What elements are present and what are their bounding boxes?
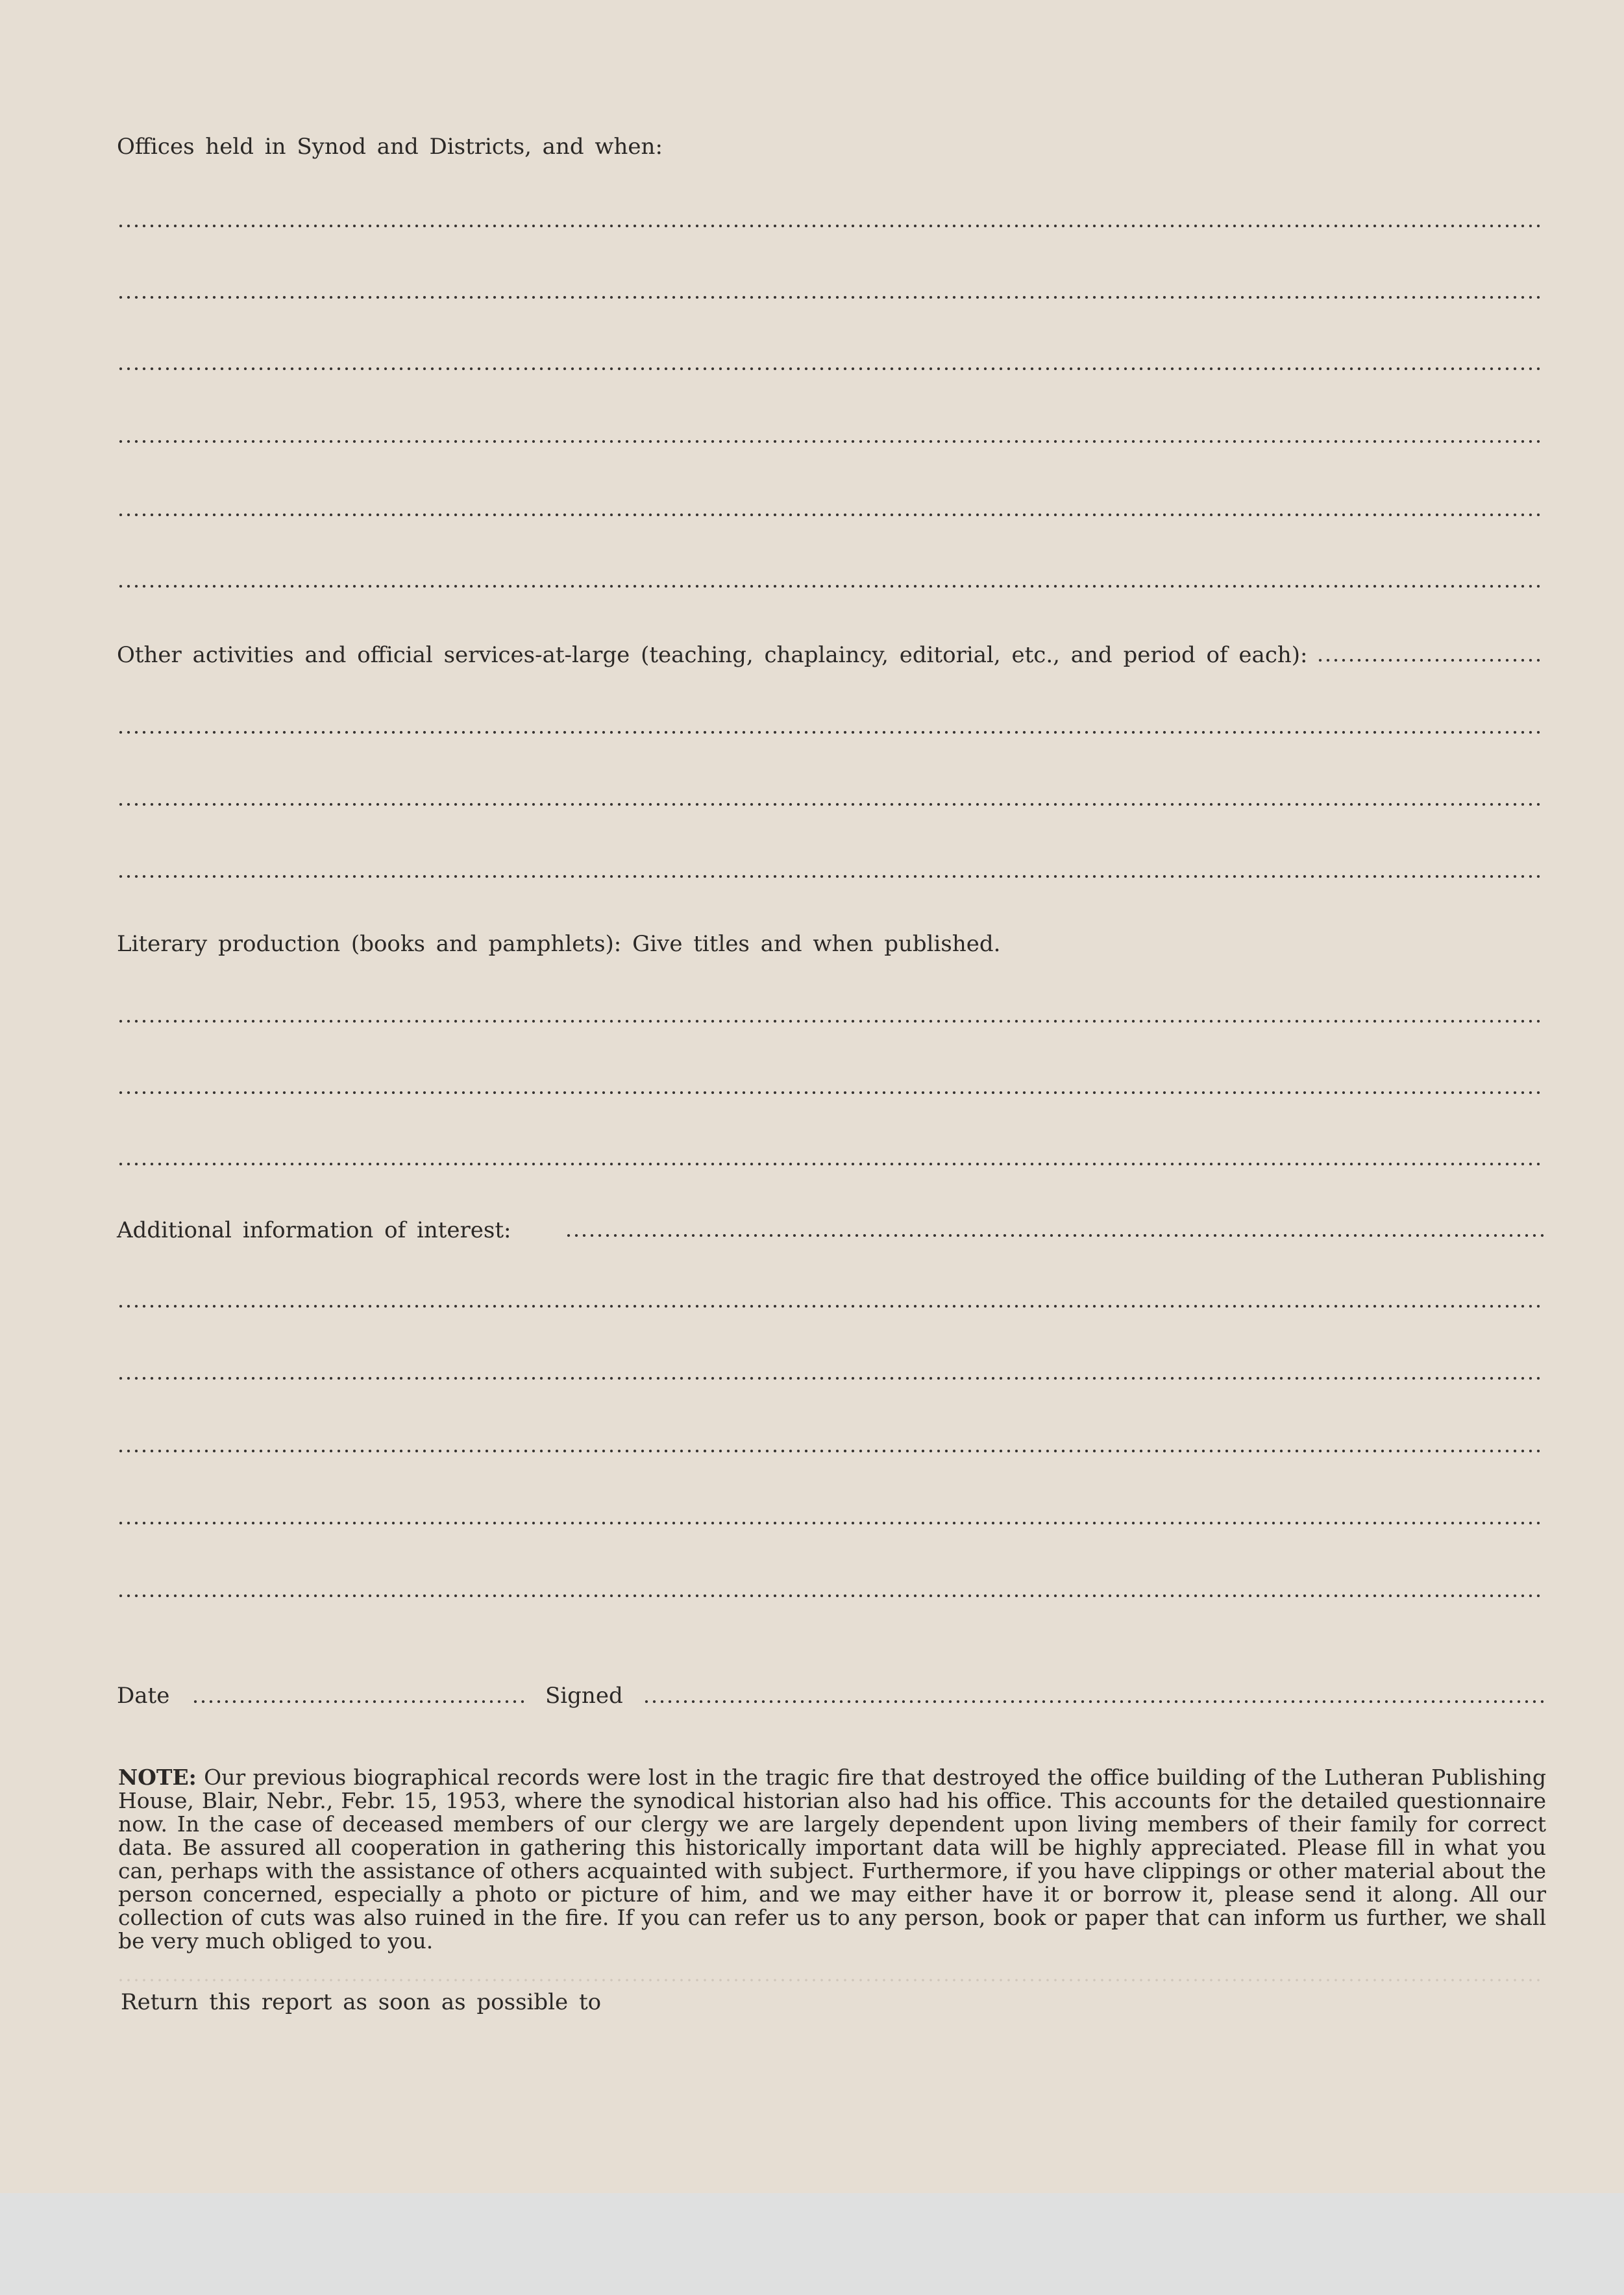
offices-answer-line-3[interactable] [117,367,1544,371]
date-label: Date [117,1683,170,1709]
additional-answer-line-4[interactable] [117,1521,1544,1525]
additional-answer-line-5[interactable] [117,1594,1544,1598]
additional-label: Additional information of interest: [117,1217,511,1243]
note-lead: NOTE: [118,1765,197,1790]
activities-answer-inline[interactable] [1316,658,1544,662]
additional-answer-line-2[interactable] [117,1376,1544,1380]
activities-answer-line-2[interactable] [117,802,1544,806]
literary-answer-line-1[interactable] [117,1019,1544,1023]
literary-answer-line-2[interactable] [117,1091,1544,1095]
signature-field[interactable] [643,1700,1544,1704]
activities-label: Other activities and official services-at-large (teaching, chaplaincy, editorial, etc., and period of each): [117,642,1308,668]
note-paragraph [118,1766,1546,1953]
return-instruction: Return this report as soon as possible to [121,1989,602,2015]
additional-answer-inline[interactable] [565,1234,1544,1237]
offices-answer-line-5[interactable] [117,513,1544,517]
activities-answer-line-3[interactable] [117,875,1544,878]
additional-answer-line-3[interactable] [117,1449,1544,1453]
literary-label: Literary production (books and pamphlets): Give titles and when published. [117,931,1001,957]
offices-answer-line-6[interactable] [117,584,1544,588]
signed-label: Signed [545,1683,623,1709]
additional-answer-line-1[interactable] [117,1304,1544,1308]
activities-answer-line-1[interactable] [117,730,1544,734]
offices-answer-line-4[interactable] [117,440,1544,443]
offices-answer-line-2[interactable] [117,295,1544,299]
offices-label: Offices held in Synod and Districts, and when: [117,134,663,160]
literary-answer-line-3[interactable] [117,1162,1544,1166]
note-body: Our previous biographical records were lost in the tragic fire that destroyed the office building of the Lutheran Publishing House, Blair, Nebr., Febr. 15, 1953, where the synodical historian also had his office. This accounts for the detailed questionnaire now. In the case of deceased members of our clergy we are largely dependent upon living members of their family for correct data. Be assured all cooperation in gathering this historically important data will be highly appreciated. Please fill in what you can, perhaps with the assistance of others acquainted with subject. Furthermore, if you have clippings or other material about the person concerned, especially a photo or picture of him, and we may either have it or borrow it, please send it along. All our collection of cuts was also ruined in the fire. If you can refer us to any person, book or paper that can inform us further, we shall be very much obliged to you. [118,1765,1546,1954]
note-separator [117,1979,1544,1981]
offices-answer-line-1[interactable] [117,224,1544,228]
date-field[interactable] [191,1700,526,1704]
